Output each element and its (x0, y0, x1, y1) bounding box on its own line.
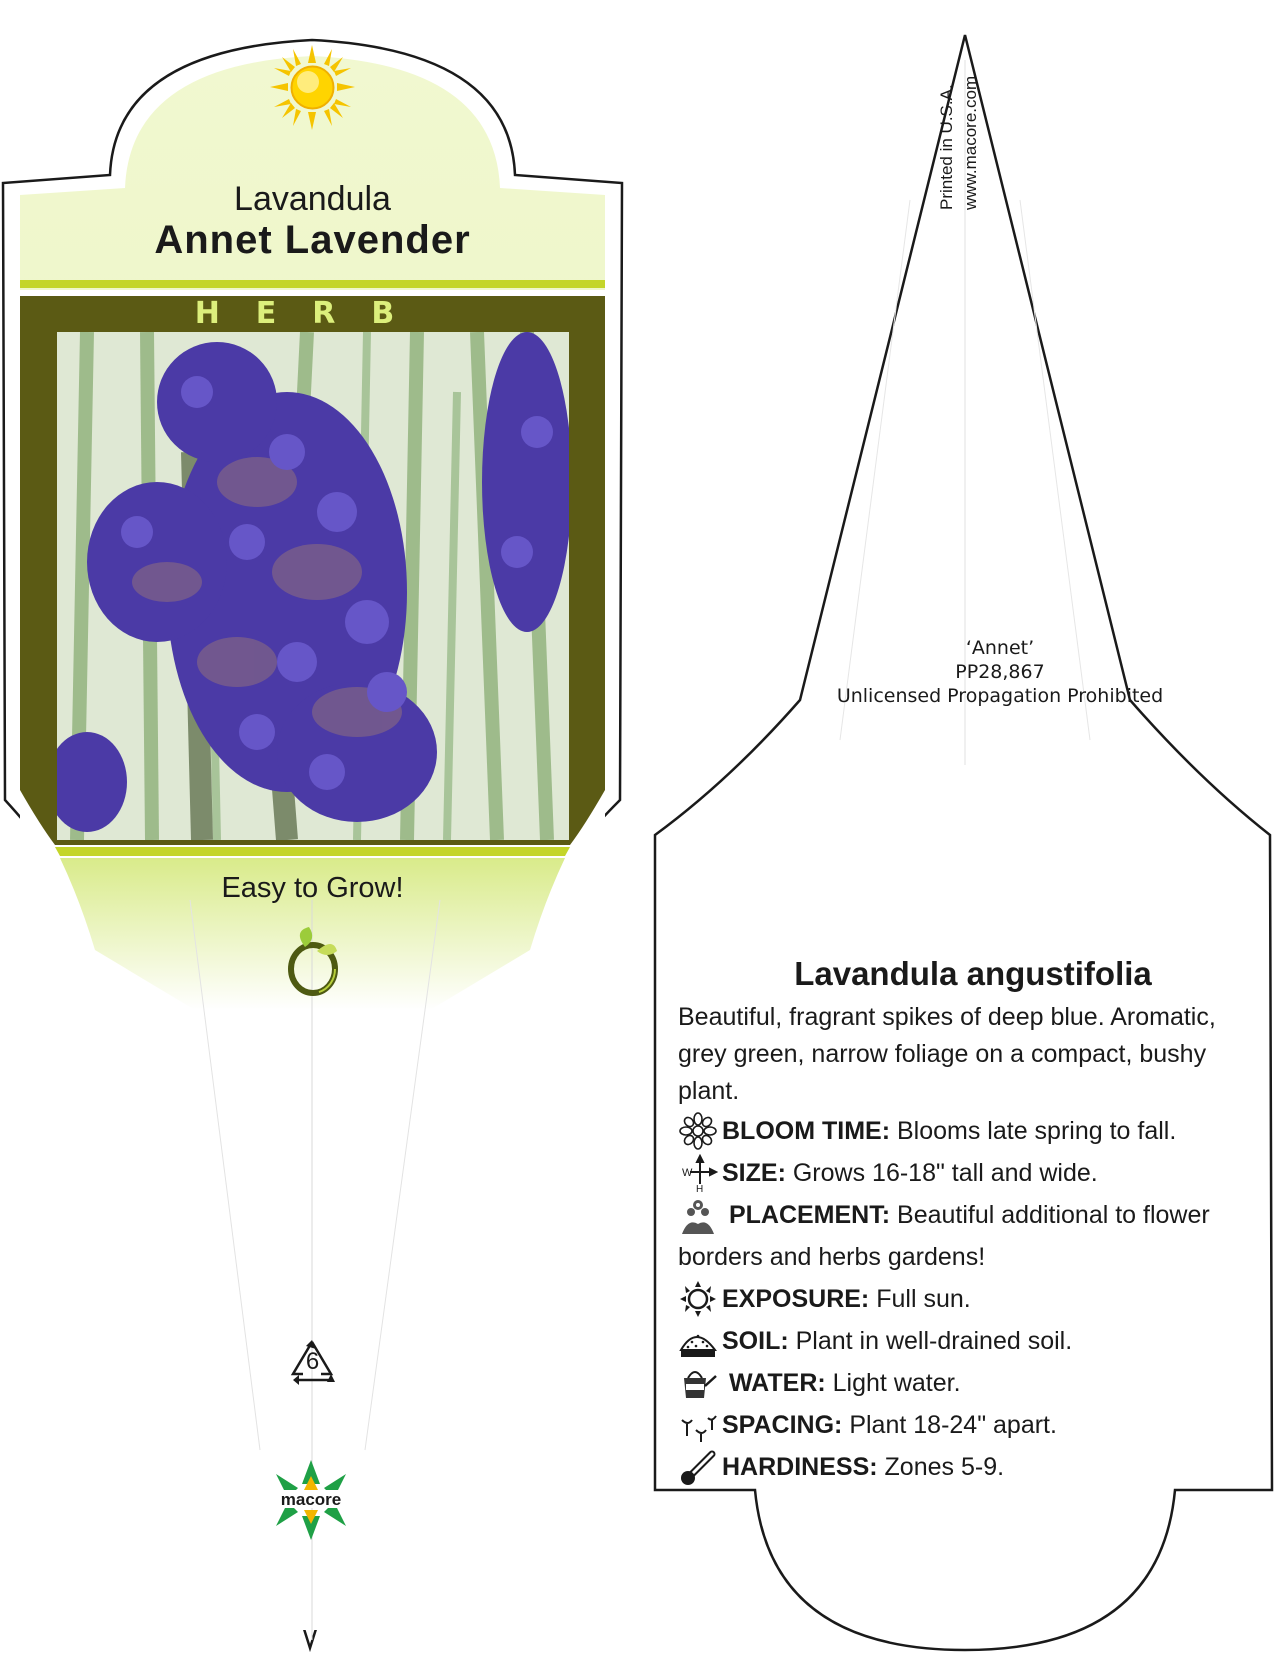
care-value: Blooms late spring to fall. (896, 1117, 1177, 1145)
care-water (678, 1362, 1238, 1404)
care-label: SPACING: (722, 1411, 843, 1440)
watering-can-icon (678, 1364, 718, 1402)
lavender-photo (57, 332, 569, 840)
genus-name: Lavandula (234, 180, 391, 218)
care-value: Plant in well-drained soil. (795, 1327, 1073, 1356)
care-label: WATER: (728, 1369, 826, 1398)
care-info (678, 955, 1238, 1488)
svg-text:W: W (682, 1167, 693, 1179)
seedling-icon (283, 925, 343, 997)
patent-block (760, 636, 1240, 708)
size-arrows-icon (678, 1154, 718, 1192)
care-bloom-time (678, 1110, 1238, 1152)
flower-icon (678, 1112, 718, 1150)
care-soil (678, 1320, 1238, 1362)
care-placement (678, 1194, 1238, 1278)
placement-icon (678, 1198, 718, 1236)
care-label: HARDINESS: (722, 1453, 878, 1482)
care-value: Plant 18-24" apart. (849, 1411, 1057, 1440)
spacing-icon (678, 1406, 718, 1444)
printed-info (935, 60, 1005, 220)
macore-logo (268, 1460, 354, 1540)
website: www.macore.com (961, 75, 980, 210)
care-value: Light water. (832, 1369, 961, 1398)
care-size (678, 1152, 1238, 1194)
care-value: Zones 5-9. (884, 1453, 1005, 1482)
botanical-name: Lavandula angustifolia (794, 955, 1152, 992)
front-title-block (20, 180, 605, 262)
tagline: Easy to Grow! (221, 872, 404, 904)
care-exposure (678, 1278, 1238, 1320)
plant-description: Beautiful, fragrant spikes of deep blue. Aromatic, grey green, narrow foliage on a compact, bushy plant. (678, 1003, 1216, 1105)
care-hardiness (678, 1446, 1238, 1488)
common-name: Annet Lavender (154, 218, 471, 262)
care-label: BLOOM TIME: (722, 1117, 891, 1145)
svg-text:macore: macore (280, 1490, 342, 1509)
care-label: PLACEMENT: (728, 1201, 891, 1229)
category-label: HERB (194, 296, 431, 331)
care-value: Beautiful additional to flower borders and herbs gardens! (678, 1201, 1210, 1272)
care-spacing (678, 1404, 1238, 1446)
care-label: SOIL: (722, 1327, 789, 1356)
patent-number: PP28,867 (955, 661, 1045, 683)
recycle-number: 6 (305, 1348, 320, 1375)
care-label: EXPOSURE: (722, 1285, 870, 1314)
cultivar-name: ‘Annet’ (965, 637, 1035, 659)
svg-text:H: H (696, 1184, 704, 1192)
care-label: SIZE: (722, 1159, 786, 1187)
printed-in: Printed in U.S.A. (937, 84, 956, 210)
soil-icon (678, 1322, 718, 1360)
care-value: Full sun. (876, 1285, 971, 1314)
sun-outline-icon (678, 1280, 718, 1318)
sun-icon (270, 45, 355, 130)
propagation-notice: Unlicensed Propagation Prohibited (836, 685, 1164, 707)
thermometer-icon (678, 1448, 718, 1486)
care-value: Grows 16-18" tall and wide. (792, 1159, 1098, 1187)
